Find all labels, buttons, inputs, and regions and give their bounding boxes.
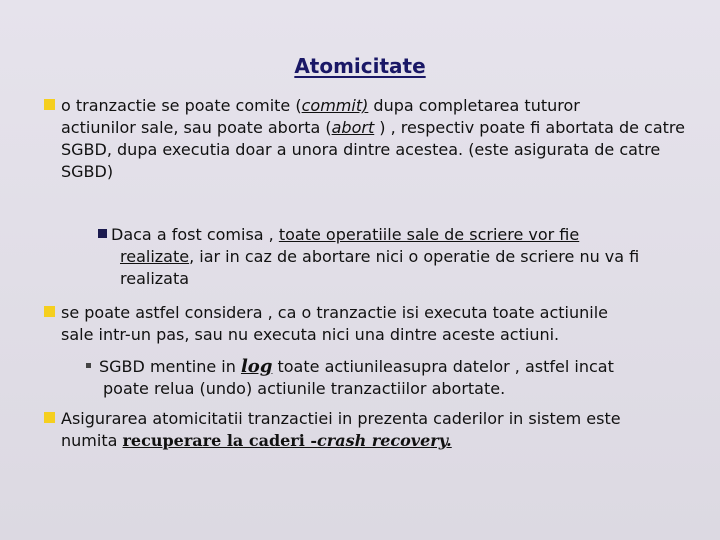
underlined-text: toate operatiile sale de scriere vor fie	[278, 225, 580, 244]
text: Asigurarea atomicitatii tranzactiei in prezenta caderilor in sistem este	[61, 409, 621, 428]
text: Daca a fost comisa ,	[111, 225, 279, 244]
sub-bullet-commit-effect	[98, 224, 698, 290]
continuation	[98, 246, 698, 290]
text: se poate astfel considera , ca o tranzactie isi executa toate actiunile	[61, 303, 608, 322]
slide-title: Atomicitate	[294, 54, 426, 78]
term-commit: commit)	[301, 96, 369, 115]
text: o tranzactie se poate comite (	[61, 96, 302, 115]
text: toate actiunileasupra datelor , astfel incat	[272, 357, 614, 376]
continuation	[44, 117, 704, 183]
bullet-atomicity-definition	[44, 95, 704, 183]
text: crash recovery.	[317, 431, 452, 450]
term-crash-recovery	[122, 431, 451, 450]
small-square-bullet-icon	[86, 363, 91, 368]
term-abort: abort	[331, 118, 375, 137]
square-bullet-icon	[44, 306, 55, 317]
text: sale intr-un pas, sau nu executa nici una dintre aceste actiuni.	[61, 325, 560, 344]
continuation	[44, 430, 714, 452]
sub-bullet-log	[86, 356, 706, 400]
text: ) , respectiv poate fi abortata de catre SGBD, dupa executia doar a unora dintre acestea. (este asigurata de catre SGBD)	[61, 118, 685, 181]
text: dupa completarea tuturor	[368, 96, 580, 115]
square-bullet-icon	[98, 229, 107, 238]
underlined-text: realizate	[120, 247, 190, 266]
bullet-crash-recovery	[44, 408, 714, 452]
text: SGBD mentine in	[99, 357, 241, 376]
term-log: log	[240, 356, 273, 377]
text: actiunilor sale, sau poate aborta (	[61, 118, 332, 137]
text: poate relua (undo) actiunile tranzactiilor abortate.	[103, 379, 506, 398]
text: , iar in caz de abortare nici o operatie de scriere nu va fi realizata	[120, 247, 640, 288]
bullet-single-step	[44, 302, 714, 346]
text: recuperare la caderi -	[122, 431, 318, 450]
text: numita	[61, 431, 123, 450]
square-bullet-icon	[44, 99, 55, 110]
square-bullet-icon	[44, 412, 55, 423]
